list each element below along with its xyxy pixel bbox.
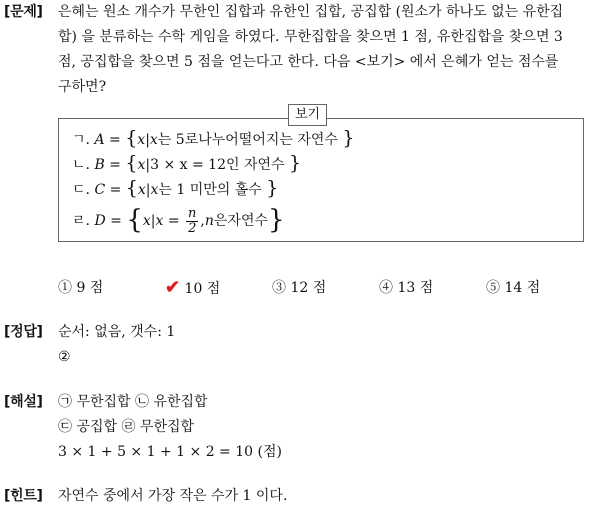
- problem-line: 점, 공집합을 찾으면 5 점을 얻는다고 한다. 다음 <보기> 에서 은혜가 얻는 점수를: [58, 54, 559, 70]
- choices-row: [0, 276, 592, 300]
- fraction: $\frac{n}{2}$: [188, 205, 197, 236]
- choice-mark: ③: [272, 280, 286, 296]
- choice-text: 9 점: [76, 280, 104, 296]
- choice-5[interactable]: [486, 276, 540, 300]
- problem-line: 구하면?: [58, 79, 107, 95]
- choice-mark: ⑤: [486, 280, 500, 296]
- choice-text: 13 점: [397, 280, 434, 296]
- answer-tag: [정답]: [4, 324, 43, 340]
- explanation-line: ㉢ 공집합 ㉣ 무한집합: [58, 419, 195, 435]
- explanation-formula: 3 × 1 + 5 × 1 + 1 × 2 = 10 (점): [58, 444, 282, 460]
- answer-line: 순서: 없음, 갯수: 1: [58, 324, 176, 340]
- answer-choice: ②: [58, 349, 71, 365]
- choice-mark: ①: [58, 280, 72, 296]
- choice-text: 14 점: [504, 280, 541, 296]
- example-item-a: ㄱ. A = {x|x는 5로나누어떨어지는 자연수 }: [72, 127, 355, 149]
- explanation-line: ㉠ 무한집합 ㉡ 유한집합: [58, 394, 208, 410]
- choice-4[interactable]: [379, 276, 433, 300]
- example-item-d: ㄹ. D = {x|x = $\frac{n}{2}$ ,n은자연수}: [72, 205, 285, 236]
- problem-tag: [문제]: [4, 4, 43, 20]
- choice-text: 12 점: [290, 280, 327, 296]
- example-item-c: ㄷ. C = {x|x는 1 미만의 홀수 }: [72, 177, 279, 199]
- problem-line: 은혜는 원소 개수가 무한인 집합과 유한인 집합, 공집합 (원소가 하나도 없는 유한집: [58, 4, 564, 20]
- explanation-tag: [해설]: [4, 394, 43, 410]
- choice-1[interactable]: [58, 276, 103, 300]
- problem-line: 합) 을 분류하는 수학 게임을 하였다. 무한집합을 찾으면 1 점, 유한집합을 찾으면 3: [58, 29, 563, 45]
- hint-tag: [힌트]: [4, 488, 43, 504]
- check-mark-icon: ✔: [165, 277, 181, 298]
- hint-text: 자연수 중에서 가장 작은 수가 1 이다.: [58, 488, 288, 504]
- choice-2[interactable]: [165, 276, 220, 301]
- choice-3[interactable]: [272, 276, 326, 300]
- example-item-b: ㄴ. B = {x|3 × x = 12인 자연수 }: [72, 152, 302, 174]
- choice-mark: ④: [379, 280, 393, 296]
- example-box-title: 보기: [288, 104, 327, 126]
- choice-text: 10 점: [184, 281, 221, 297]
